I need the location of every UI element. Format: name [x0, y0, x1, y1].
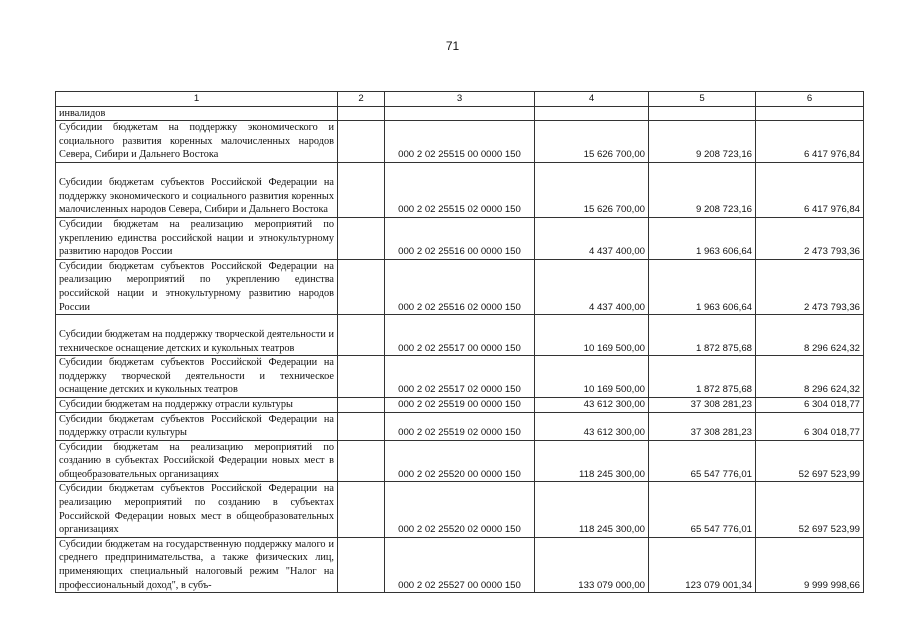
value-cell: 6 304 018,77 — [756, 412, 864, 440]
value-cell: 37 308 281,23 — [649, 397, 756, 412]
table-row — [56, 537, 864, 592]
code-cell: 000 2 02 25516 02 0000 150 — [385, 259, 535, 314]
col2-cell — [338, 397, 385, 412]
value-cell: 15 626 700,00 — [535, 162, 649, 217]
value-cell: 43 612 300,00 — [535, 397, 649, 412]
table-row — [56, 259, 864, 314]
code-cell: 000 2 02 25515 02 0000 150 — [385, 162, 535, 217]
value-cell: 133 079 000,00 — [535, 537, 649, 592]
col2-cell — [338, 315, 385, 356]
table-row — [56, 106, 864, 121]
name-cell: Субсидии бюджетам на поддержку творческой деятельности и техническое оснащение детских и кукольных театров — [56, 315, 338, 356]
budget-table — [55, 91, 864, 593]
name-cell: Субсидии бюджетам субъектов Российской Федерации на поддержку отрасли культуры — [56, 412, 338, 440]
value-cell: 10 169 500,00 — [535, 315, 649, 356]
value-cell: 1 872 875,68 — [649, 356, 756, 398]
header-cell: 3 — [385, 92, 535, 107]
col2-cell — [338, 162, 385, 217]
name-cell: Субсидии бюджетам субъектов Российской Федерации на реализацию мероприятий по укреплению единства российской нации и этнокультурному развитию народов России — [56, 259, 338, 314]
table-row — [56, 482, 864, 537]
value-cell: 2 473 793,36 — [756, 217, 864, 259]
value-cell: 1 872 875,68 — [649, 315, 756, 356]
col2-cell — [338, 106, 385, 121]
value-cell: 6 304 018,77 — [756, 397, 864, 412]
header-cell: 2 — [338, 92, 385, 107]
col2-cell — [338, 482, 385, 537]
name-cell: Субсидии бюджетам субъектов Российской Федерации на поддержку экономического и социального развития коренных малочисленных народов Севера, Сибири и Дальнего Востока — [56, 162, 338, 217]
value-cell: 15 626 700,00 — [535, 121, 649, 163]
table-row — [56, 121, 864, 163]
value-cell: 4 437 400,00 — [535, 217, 649, 259]
code-cell: 000 2 02 25515 00 0000 150 — [385, 121, 535, 163]
code-cell: 000 2 02 25527 00 0000 150 — [385, 537, 535, 592]
col2-cell — [338, 121, 385, 163]
code-cell: 000 2 02 25516 00 0000 150 — [385, 217, 535, 259]
value-cell: 9 999 998,66 — [756, 537, 864, 592]
value-cell: 8 296 624,32 — [756, 315, 864, 356]
name-cell: инвалидов — [56, 106, 338, 121]
value-cell — [649, 106, 756, 121]
code-cell: 000 2 02 25520 02 0000 150 — [385, 482, 535, 537]
value-cell: 9 208 723,16 — [649, 162, 756, 217]
value-cell: 10 169 500,00 — [535, 356, 649, 398]
name-cell: Субсидии бюджетам на реализацию мероприятий по укреплению единства российской нации и этнокультурному развитию народов России — [56, 217, 338, 259]
name-cell: Субсидии бюджетам субъектов Российской Федерации на реализацию мероприятий по созданию в субъектах Российской Федерации новых мест в общеобразовательных организациях — [56, 482, 338, 537]
table-row — [56, 315, 864, 356]
code-cell: 000 2 02 25520 00 0000 150 — [385, 440, 535, 482]
name-cell: Субсидии бюджетам субъектов Российской Федерации на поддержку творческой деятельности и техническое оснащение детских и кукольных театров — [56, 356, 338, 398]
value-cell: 8 296 624,32 — [756, 356, 864, 398]
value-cell: 65 547 776,01 — [649, 482, 756, 537]
table-row — [56, 162, 864, 217]
table-row — [56, 440, 864, 482]
code-cell: 000 2 02 25519 02 0000 150 — [385, 412, 535, 440]
code-cell: 000 2 02 25519 00 0000 150 — [385, 397, 535, 412]
header-cell: 6 — [756, 92, 864, 107]
value-cell — [756, 106, 864, 121]
value-cell: 9 208 723,16 — [649, 121, 756, 163]
header-cell: 4 — [535, 92, 649, 107]
col2-cell — [338, 412, 385, 440]
value-cell: 52 697 523,99 — [756, 482, 864, 537]
name-cell: Субсидии бюджетам на поддержку отрасли культуры — [56, 397, 338, 412]
value-cell: 37 308 281,23 — [649, 412, 756, 440]
table-row — [56, 217, 864, 259]
col2-cell — [338, 537, 385, 592]
col2-cell — [338, 259, 385, 314]
name-cell: Субсидии бюджетам на реализацию мероприятий по созданию в субъектах Российской Федерации новых мест в общеобразовательных организациях — [56, 440, 338, 482]
value-cell: 43 612 300,00 — [535, 412, 649, 440]
page-number: 71 — [445, 39, 460, 53]
col2-cell — [338, 440, 385, 482]
table-row — [56, 397, 864, 412]
col2-cell — [338, 217, 385, 259]
value-cell: 52 697 523,99 — [756, 440, 864, 482]
name-cell: Субсидии бюджетам на поддержку экономического и социального развития коренных малочисленных народов Севера, Сибири и Дальнего Востока — [56, 121, 338, 163]
value-cell: 4 437 400,00 — [535, 259, 649, 314]
value-cell: 1 963 606,64 — [649, 259, 756, 314]
value-cell: 118 245 300,00 — [535, 440, 649, 482]
value-cell: 2 473 793,36 — [756, 259, 864, 314]
value-cell: 118 245 300,00 — [535, 482, 649, 537]
value-cell: 123 079 001,34 — [649, 537, 756, 592]
value-cell — [535, 106, 649, 121]
header-cell: 5 — [649, 92, 756, 107]
value-cell: 6 417 976,84 — [756, 162, 864, 217]
header-row — [56, 92, 864, 107]
value-cell: 6 417 976,84 — [756, 121, 864, 163]
table-row — [56, 356, 864, 398]
code-cell: 000 2 02 25517 02 0000 150 — [385, 356, 535, 398]
table-row — [56, 412, 864, 440]
value-cell: 65 547 776,01 — [649, 440, 756, 482]
code-cell — [385, 106, 535, 121]
code-cell: 000 2 02 25517 00 0000 150 — [385, 315, 535, 356]
col2-cell — [338, 356, 385, 398]
value-cell: 1 963 606,64 — [649, 217, 756, 259]
header-cell: 1 — [56, 92, 338, 107]
name-cell: Субсидии бюджетам на государственную поддержку малого и среднего предпринимательства, а также физических лиц, применяющих специальный налоговый режим "Налог на профессиональный доход", в субъ- — [56, 537, 338, 592]
